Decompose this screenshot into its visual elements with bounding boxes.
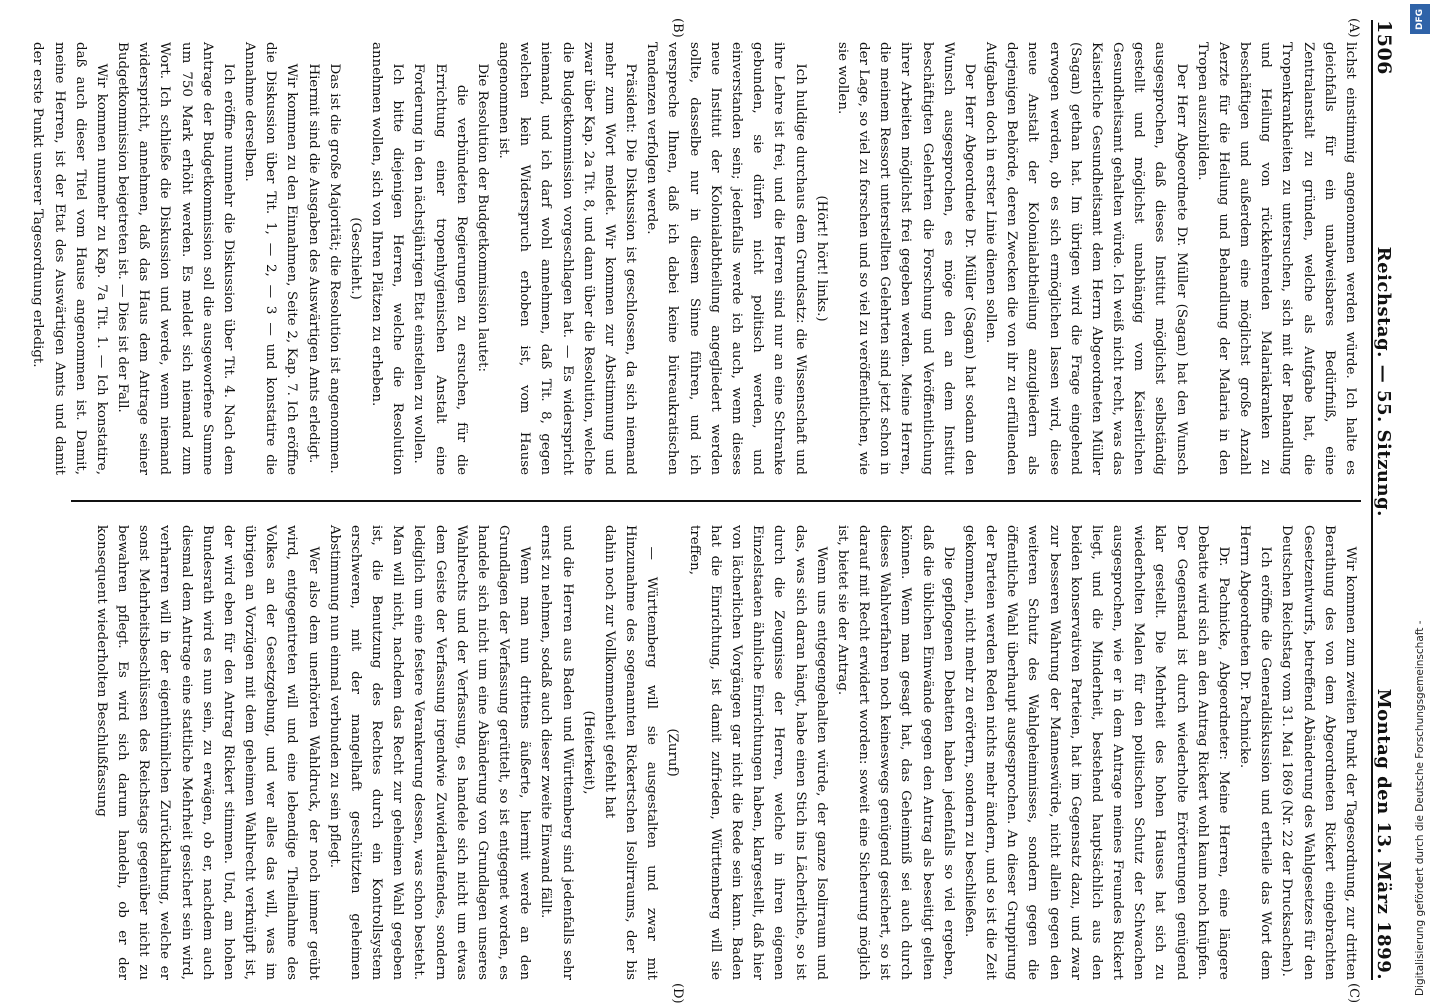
interjection: (Geschieht.) [347,217,363,300]
resolution-text: die verbündeten Regierungen zu ersuchen, für die Errichtung einer tropenhygienischen Anstalt eine Forderung in den nächstjährigen Etat einstellen zu wollen. [411,63,469,475]
paragraph: lichst einstimmig angenommen werden würde. Ich halte es gleichfalls für ein unabweisbares Bedürfniß, eine Zentralanstalt zu gründen, welche als Aufgabe hat, die Tropenkrankheiten zu untersuchen, sich mit der Behandlung und Heilung von rückkehrenden Malariakranken zu beschäftigen und außerdem eine möglichst große Anzahl Aerzte für die Heilung und Behandlung der Malaria in den Tropen auszubilden. [1194,42,1358,475]
paragraph: Wir kommen zum zweiten Punkt der Tagesordnung, zur dritten Berathung des von dem Abgeordneten Rickert eingebrachten Gesetzentwurfs, betreffend Abänderung des Wahlgesetzes für den Deutschen Reichstag vom 31. Mai 1869 (Nr. 22 der Drucksachen). [1279,525,1358,980]
paragraph: Wenn man nun drittens äußerte, hiermit werde an den Grundlagen der Verfassung gerüttelt, so ist entgegnet worden, es handele sich nicht um eine Abänderung von Grundlagen unseres Wahlrechts und der Verfassung, es handele sich nicht um etwas dem Geiste der Verfassung irgendwie Zuwiderlaufendes, sondern lediglich um eine festere Verankerung dessen, was schon besteht. Man will nicht, nachdem das Recht zur geheimen Wahl gegeben ist, die Benutzung des Rechtes durch ein Kontrollsystem erschweren, mit der mangelhaft geschützten geheimen Abstimmung nun einmal verbunden zu sein pflegt. [326,525,533,980]
paragraph: Ich eröffne die Generaldiskussion und ertheile das Wort dem Herrn Abgeordneten Dr. Pachnicke. [1237,525,1274,980]
paragraph: Der Herr Abgeordnete Dr. Müller (Sagan) hat den Wunsch ausgesprochen, daß dieses Institut möglichst selbständig gestellt und möglichst unabhängig vom Kaiserlichen Gesundheitsamt gehalten würde. Ich weiß nicht recht, was das Kaiserliche Gesundheitsamt dem Herrn Abgeordneten Müller (Sagan) gethan hat. Im übrigen wird die Frage eingehend erwogen werden, ob es sich ermöglichen lassen wird, diese neue Anstalt der Kolonialabtheilung anzugliedern als derjenigen Behörde, deren Zwecken die von ihr zu erfüllenden Aufgaben doch in erster Linie dienen sollen. [983,42,1189,475]
interjection: (Zuruf) [665,728,681,777]
margin-marker-d: (D) [670,983,685,1004]
dfg-logo-icon: DFG [1410,4,1430,34]
margin-marker-a: (A) [1346,18,1361,38]
paragraph: Wer also dem unerhörten Wahldruck, der noch immer geübt wird, entgegentreten will und eine lebendige Theilnahme des Volkes an der Gesetzgebung, und wer alles das will, was im übrigen an Vorzügen mit dem geheimen Wahlrecht verknüpft ist, der wird eben für den Antrag Rickert stimmen. Und, am hohen Bundesrath wird es nun sein, zu erwägen, ob er, nachdem auch diesmal dem Antrage eine stattliche Mehrheit gesichert sein wird, verharren will in der eigenthümlichen Zurückhaltung, welche er sonst Mehrheitsbeschlüssen des Reichstags gegenüber nicht zu bewahren pflegt. Es wird sich darum handeln, ob er der konsequent wiederholten Beschlußfassung [93,525,321,980]
digitization-sidebar [1408,0,1434,1000]
paragraph: Die Resolution der Budgetkommission lautet: [474,63,490,373]
paragraph: Dr. Pachnicke, Abgeordneter: Meine Herren, eine längere Debatte wird sich an den Antrag Rickert wohl kaum noch knüpfen. Der Gegenstand ist durch wiederholte Erörterungen genügend klar gestellt. Die Mehrheit des hohen Hauses hat sich zu wiederholten Malen für den politischen Schutz der Schwachen ausgesprochen, wie er in dem Antrage meines Freundes Rickert liegt, und die Minderheit, bestehend hauptsächlich aus den beiden konservativen Parteien, hat im Gegensatz dazu, und zwar zur besseren Wahrung der Manneswürde, nicht allein gegen den weiteren Schutz des Wahlgeheimnisses, sondern gegen die öffentliche Wahl überhaupt ausgesprochen. An dieser Gruppirung der Parteien werden Reden nichts mehr ändern, und so ist die Zeit gekommen, nicht mehr zu erörtern, sondern zu beschließen. [961,525,1231,980]
right-text-column [61,525,1361,980]
interjection: (Heiterkeit), [580,710,596,795]
page-header [1371,20,1405,980]
paragraph: Ich eröffne nunmehr die Diskussion über Tit. 4. Nach dem Antrage der Budgetkommission soll die ausgeworfene Summe um 750 Mark erhöht werden. Es meldet sich niemand zum Wort. Ich schließe die Diskussion und werde, wenn niemand widerspricht, annehmen, daß das Haus dem Antrage seiner Budgetkommission beigetreten ist. — Dies ist der Fall. [115,42,236,475]
interjection: (Hört! hört! links.) [813,195,829,322]
document-page [30,18,1405,1004]
paragraph: Die gepflogenen Debatten haben jedenfalls so viel ergeben, daß die üblichen Einwände gegen den Antrag als beseitigt gelten können. Wenn man gesagt hat, das Geheimniß sei auch durch dieses Wahlverfahren noch keineswegs genügend gesichert, so ist darauf mit Recht erwidert worden: soweit eine Sicherung möglich ist, bietet sie der Antrag. [834,525,956,980]
paragraph: Hiermit sind die Ausgaben des Auswärtigen Amts erledigt. [305,63,321,464]
paragraph: Ich bitte diejenigen Herren, welche die Resolution annehmen wollen, sich von Ihren Plätzen zu erheben. [369,42,406,475]
paragraph: Das ist die große Majorität; die Resolution ist angenommen. [326,63,342,474]
digitization-credit: Digitalisierung gefördert durch die Deutsche Forschungsgemeinschaft - [1414,620,1426,996]
margin-marker-b: (B) [670,18,685,38]
paragraph: — Württemberg will sie ausgestalten und zwar mit Hinzunahme des sogenannten Rickertschen Isolirraums, der bis dahin noch zur Vollkommenheit gefehlt hat [601,525,660,980]
paragraph: Wenn uns entgegengehalten würde, der ganze Isolirraum und das, was sich daran hängt, habe einen Stich ins Lächerliche, so ist durch die Zeugnisse der Herren, welche in ihren eigenen Einzelstaaten ähnliche Einrichtungen haben, klargestellt, daß hier von lächerlichen Vorgängen gar nicht die Rede sein kann. Baden hat die Einrichtung, ist damit zufrieden, Württemberg will sie treffen, [686,525,829,980]
margin-marker-c: (C) [1346,983,1361,1004]
left-text-column [30,20,1361,475]
paragraph: und die Herren aus Baden und Württemberg sind jedenfalls sehr ernst zu nehmen, sodaß auch dieser zweite Einwand fällt. [538,525,575,980]
paragraph: Wir kommen zu den Einnahmen, Seite 2, Kap. 7. Ich eröffne die Diskussion über Tit. 1, — 2, — 3 — und konstatire die Annahme derselben. [242,42,300,475]
page-number: 1506 [1373,20,1395,75]
paragraph: Wir kommen nunmehr zu Kap. 7a Tit. 1. — Ich konstatire, daß auch dieser Titel vom Hause angenommen ist. Damit, meine Herren, ist der Etat des Auswärtigen Amts und damit der erste Punkt unserer Tagesordnung erledigt. [30,42,109,475]
session-title: Reichstag. — 55. Sitzung. [1373,246,1394,517]
paragraph: Der Herr Abgeordnete Dr. Müller (Sagan) hat sodann den Wunsch ausgesprochen, es möge den an dem Institut beschäftigten Gelehrten die Forschung und Veröffentlichung ihrer Arbeiten möglichst frei gegeben werden. Meine Herren, die meinem Ressort unterstellten Gelehrten sind jetzt schon in der Lage, so viel zu forschen und so viel zu veröffentlichen, wie sie wollen. [834,42,977,475]
paragraph: Präsident: Die Diskussion ist geschlossen, da sich niemand mehr zum Wort meldet. Wir kommen zur Abstimmung und zwar über Kap. 2a Tit. 8, und dann über die Resolution, welche die Budgetkommission vorgeschlagen hat. — Es widerspricht niemand, und ich darf wohl annehmen, daß Tit. 8, gegen welchen kein Widerspruch erhoben ist, vom Hause angenommen ist. [496,42,639,475]
column-divider [71,500,1361,502]
paragraph: Ich huldige durchaus dem Grundsatz: die Wissenschaft und ihre Lehre ist frei, und die Herren sind nur an eine Schranke gebunden, sie dürfen nicht politisch werden, und einverstanden sein; jedenfalls werde ich auch, wenn dieses neue Institut der Kolonialabtheilung angegliedert werden sollte, dasselbe nur in diesem Sinne führen, und ich verspreche Ihnen, daß ich dabei keine büreaukratischen Tendenzen verfolgen werde. [644,42,808,475]
session-date: Montag den 13. März 1899. [1373,688,1394,980]
